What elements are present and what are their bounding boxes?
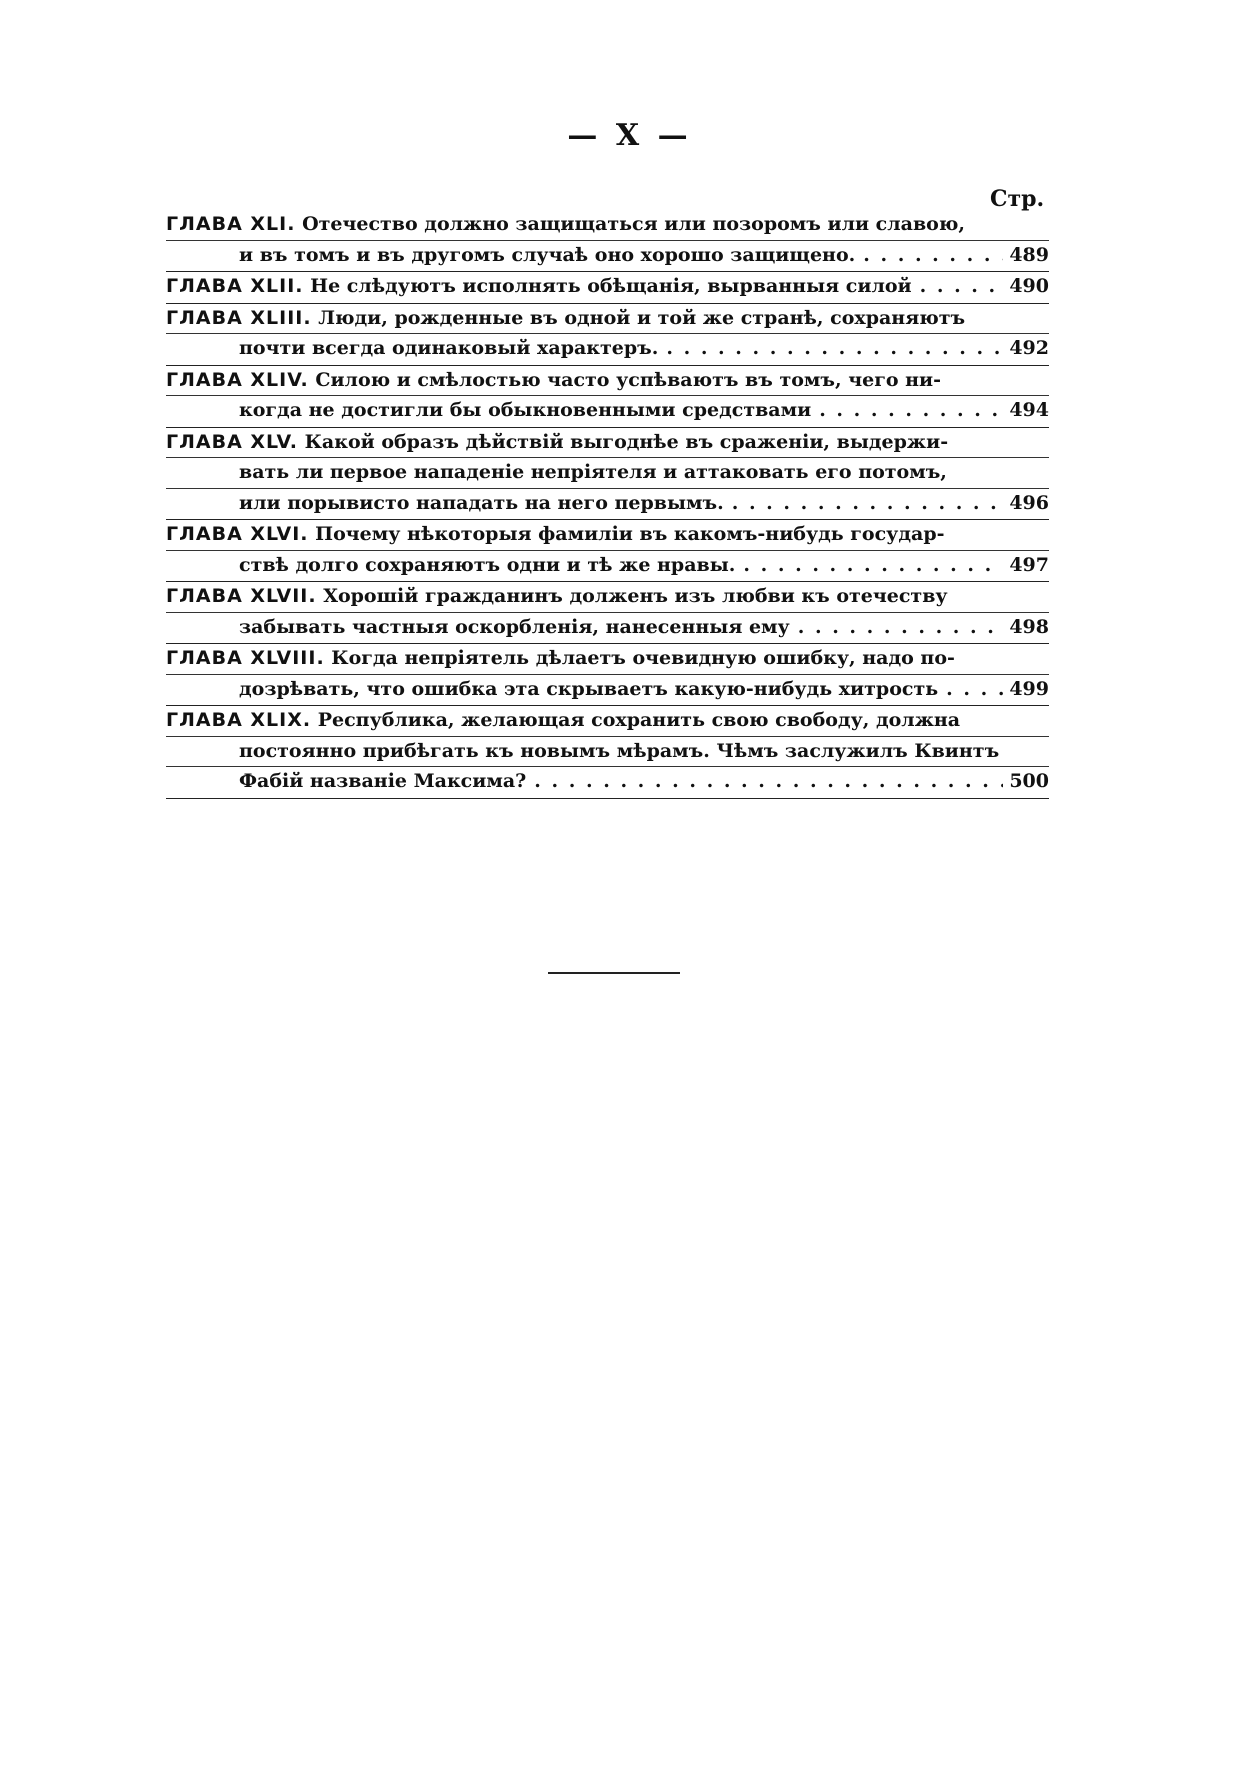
chapter-title-line: и въ томъ и въ другомъ случаѣ оно хорошо защищено.: [239, 243, 856, 266]
chapter-title-line: или порывисто нападать на него первымъ.: [239, 491, 724, 514]
toc-entry-text: [166, 431, 948, 453]
chapter-title-line: Какой образъ дѣйствій выгоднѣе въ сраженіи, выдержи-: [304, 430, 949, 453]
chapter-label: ГЛАВА XLIX.: [166, 709, 312, 731]
chapter-label: ГЛАВА XLII.: [166, 275, 304, 297]
toc-entry-text: [166, 647, 955, 669]
toc-entry-text: [239, 489, 724, 519]
toc-entry: [166, 272, 1049, 304]
chapter-title-line: Силою и смѣлостью часто успѣваютъ въ томъ, чего ни-: [315, 368, 942, 391]
toc-entry-text: [166, 585, 948, 607]
toc-entry-line: [166, 520, 1049, 551]
page-number: — X —: [567, 118, 692, 153]
toc-entry-line: [166, 241, 1049, 271]
toc-entry-text: [239, 767, 526, 797]
chapter-label: ГЛАВА XLVI.: [166, 523, 309, 545]
chapter-label: ГЛАВА XLV.: [166, 430, 299, 453]
page-ref: 494: [1009, 399, 1049, 421]
chapter-label: ГЛАВА XLI.: [166, 213, 296, 235]
toc-entry-text: [239, 241, 855, 271]
table-of-contents: [166, 210, 1049, 799]
page-ref: 496: [1009, 491, 1049, 514]
chapter-title-line: Хорошій гражданинъ долженъ изъ любви къ отечеству: [323, 585, 948, 607]
toc-entry: [166, 582, 1049, 644]
leader-dots: [526, 767, 1003, 797]
page-ref: 489: [1009, 243, 1049, 266]
toc-entry-text: [166, 369, 941, 391]
chapter-title-line: Республика, желающая сохранить свою свободу, должна: [317, 709, 961, 731]
leader-dots: [912, 272, 1003, 302]
toc-entry-text: [239, 334, 658, 364]
page-ref: 490: [1009, 275, 1049, 297]
page-ref: 492: [1009, 337, 1049, 359]
toc-entry-text: [166, 307, 965, 329]
page-column-header: Стр.: [990, 186, 1045, 212]
toc-entry: [166, 304, 1049, 366]
chapter-title-line: почти всегда одинаковый характеръ.: [239, 337, 659, 359]
toc-entry: [166, 644, 1049, 706]
toc-entry-line: [166, 737, 1049, 768]
toc-entry-line: [166, 428, 1049, 459]
toc-entry: [166, 210, 1049, 272]
leader-dots: [790, 613, 1003, 643]
toc-entry-line: [166, 334, 1049, 364]
chapter-title-line: постоянно прибѣгать къ новымъ мѣрамъ. Чѣмъ заслужилъ Квинтъ: [239, 739, 1000, 762]
chapter-title-line: дозрѣвать, что ошибка эта скрываетъ какую-нибудь хитрость: [239, 677, 939, 700]
chapter-label: ГЛАВА XLIII.: [166, 306, 312, 329]
chapter-label: ГЛАВА XLIV.: [166, 368, 309, 391]
toc-entry-text: [239, 461, 947, 483]
toc-entry-line: [166, 304, 1049, 335]
toc-entry-text: [239, 675, 938, 705]
toc-entry-text: [239, 551, 735, 581]
chapter-title-line: Когда непріятель дѣлаетъ очевидную ошибку, надо по-: [331, 647, 955, 669]
toc-entry-line: [166, 551, 1049, 581]
chapter-title-line: Фабій названіе Максима?: [239, 770, 527, 792]
chapter-label: ГЛАВА XLVII.: [166, 585, 317, 607]
toc-entry-line: [166, 489, 1049, 519]
toc-entry-text: [166, 523, 945, 545]
leader-dots: [811, 396, 1003, 426]
toc-entry-line: [166, 706, 1049, 737]
page-ref: 497: [1009, 553, 1049, 576]
leader-dots: [658, 334, 1003, 364]
toc-entry-line: [166, 613, 1049, 643]
toc-entry-line: [166, 644, 1049, 675]
toc-entry-text: [166, 709, 960, 731]
page-ref: 499: [1009, 677, 1049, 700]
page-ref: 500: [1009, 770, 1049, 792]
chapter-title-line: Не слѣдуютъ исполнять обѣщанія, вырванныя силой: [310, 275, 912, 297]
toc-entry-text: [166, 213, 965, 235]
page-ref: 498: [1009, 615, 1049, 638]
toc-entry: [166, 706, 1049, 799]
toc-entry: [166, 520, 1049, 582]
toc-entry-line: [166, 675, 1049, 705]
chapter-title-line: Люди, рожденные въ одной и той же странѣ, сохраняютъ: [318, 306, 966, 329]
leader-dots: [938, 675, 1003, 705]
chapter-title-line: забывать частныя оскорбленія, нанесенныя ему: [239, 615, 790, 638]
end-rule: [548, 972, 680, 974]
toc-entry-line: [166, 210, 1049, 241]
toc-entry-text: [239, 396, 811, 426]
toc-entry-text: [239, 613, 790, 643]
toc-entry-line: [166, 582, 1049, 613]
toc-entry-text: [166, 272, 912, 302]
leader-dots: [855, 241, 1003, 271]
chapter-title-line: ствѣ долго сохраняютъ одни и тѣ же нравы.: [239, 553, 736, 576]
leader-dots: [724, 489, 1003, 519]
toc-entry-text: [239, 740, 999, 762]
toc-entry: [166, 366, 1049, 428]
chapter-title-line: вать ли первое нападеніе непріятеля и аттаковать его потомъ,: [239, 461, 947, 483]
toc-entry-line: [166, 767, 1049, 797]
leader-dots: [735, 551, 1003, 581]
toc-entry-line: [166, 366, 1049, 397]
toc-entry-line: [166, 396, 1049, 426]
toc-entry-line: [166, 458, 1049, 489]
chapter-title-line: когда не достигли бы обыкновенными средствами: [239, 399, 812, 421]
chapter-label: ГЛАВА XLVIII.: [166, 647, 325, 669]
toc-entry: [166, 428, 1049, 521]
toc-entry-line: [166, 272, 1049, 302]
chapter-title-line: Почему нѣкоторыя фамиліи въ какомъ-нибудь государ-: [315, 523, 945, 545]
chapter-title-line: Отечество должно защищаться или позоромъ или славою,: [302, 213, 965, 235]
